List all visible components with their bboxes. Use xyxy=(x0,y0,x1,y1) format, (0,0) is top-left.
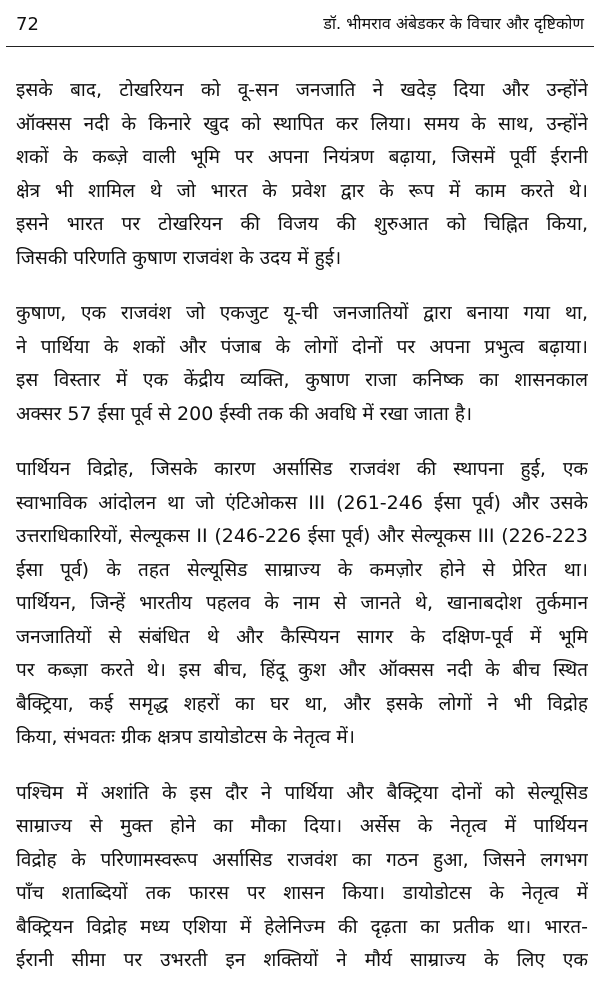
text-line: जनजातियों से संबंधित थे और कैस्पियन सागर के दक्षिण-पूर्व में भूमि xyxy=(16,625,588,648)
header-divider xyxy=(6,46,594,47)
text-line: ने पार्थिया के शकों और पंजाब के लोगों दोनों पर अपना प्रभुत्व बढ़ाया। xyxy=(16,335,588,358)
text-line: स्वाभाविक आंदोलन था जो एंटिओकस III (261-246 ईसा पूर्व) और उसके xyxy=(16,491,588,514)
page-header xyxy=(0,0,600,48)
text-line: विद्रोह के परिणामस्वरूप अर्सासिड राजवंश का गठन हुआ, जिसने लगभग xyxy=(16,848,588,871)
text-line: उत्तराधिकारियों, सेल्यूकस II (246-226 ईसा पूर्व) और सेल्यूकस III (226-223 xyxy=(16,525,588,547)
text-line: शकों के कब्ज़े वाली भूमि पर अपना नियंत्रण बढ़ाया, जिसमें पूर्वी ईरानी xyxy=(16,146,588,168)
text-line: ईरानी सीमा पर उभरती इन शक्तियों ने मौर्य साम्राज्य के लिए एक xyxy=(16,949,588,971)
text-line: ईसा पूर्व) के तहत सेल्यूसिड साम्राज्य के कमज़ोर होने से प्रेरित था। xyxy=(16,558,588,581)
text-line: पार्थियन विद्रोह, जिसके कारण अर्सासिड राजवंश की स्थापना हुई, एक xyxy=(16,458,588,480)
running-title: डॉ. भीमराव अंबेडकर के विचार और दृष्टिकोण xyxy=(323,14,584,33)
text-line: साम्राज्य से मुक्त होने का मौका दिया। अर्सेस के नेतृत्व में पार्थियन xyxy=(16,815,588,837)
text-line: बैक्ट्रिया, कई समृद्ध शहरों का घर था, और इसके लोगों ने भी विद्रोह xyxy=(16,692,588,715)
paragraph xyxy=(16,297,588,431)
text-line: इसने भारत पर टोखरियन की विजय की शुरुआत को चिह्नित किया, xyxy=(16,213,588,235)
text-line: बैक्ट्रियन विद्रोह मध्य एशिया में हेलेनिज्म की दृढ़ता का प्रतीक था। भारत- xyxy=(16,915,588,938)
text-line: पश्चिम में अशांति के इस दौर ने पार्थिया और बैक्ट्रिया दोनों को सेल्यूसिड xyxy=(16,781,588,804)
paragraph xyxy=(16,777,588,978)
page-number: 72 xyxy=(16,14,39,35)
text-line: क्षेत्र भी शामिल थे जो भारत के प्रवेश द्वार के रूप में काम करते थे। xyxy=(16,179,588,202)
text-line: इसके बाद, टोखरियन को वू-सन जनजाति ने खदेड़ दिया और उन्होंने xyxy=(16,79,588,101)
text-line: पाँच शताब्दियों तक फारस पर शासन किया। डायोडोटस के नेतृत्व में xyxy=(16,882,588,904)
text-line: पर कब्ज़ा करते थे। इस बीच, हिंदू कुश और ऑक्सस नदी के बीच स्थित xyxy=(16,659,588,681)
text-line: इस विस्तार में एक केंद्रीय व्यक्ति, कुषाण राजा कनिष्क का शासनकाल xyxy=(16,369,588,391)
text-line: पार्थियन, जिन्हें भारतीय पहलव के नाम से जानते थे, खानाबदोश तुर्कमान xyxy=(16,592,588,614)
paragraph xyxy=(16,453,588,755)
body-text xyxy=(16,74,588,1000)
text-line: ऑक्सस नदी के किनारे खुद को स्थापित कर लिया। समय के साथ, उन्होंने xyxy=(16,112,588,135)
text-line: जिसकी परिणति कुषाण राजवंश के उदय में हुई। xyxy=(16,246,342,269)
text-line: अक्सर 57 ईसा पूर्व से 200 ईस्वी तक की अवधि में रखा जाता है। xyxy=(16,402,473,425)
text-line: किया, संभवतः ग्रीक क्षत्रप डायोडोटस के नेतृत्व में। xyxy=(16,726,355,748)
paragraph xyxy=(16,74,588,275)
text-line: कुषाण, एक राजवंश जो एकजुट यू-ची जनजातियों द्वारा बनाया गया था, xyxy=(16,302,588,324)
